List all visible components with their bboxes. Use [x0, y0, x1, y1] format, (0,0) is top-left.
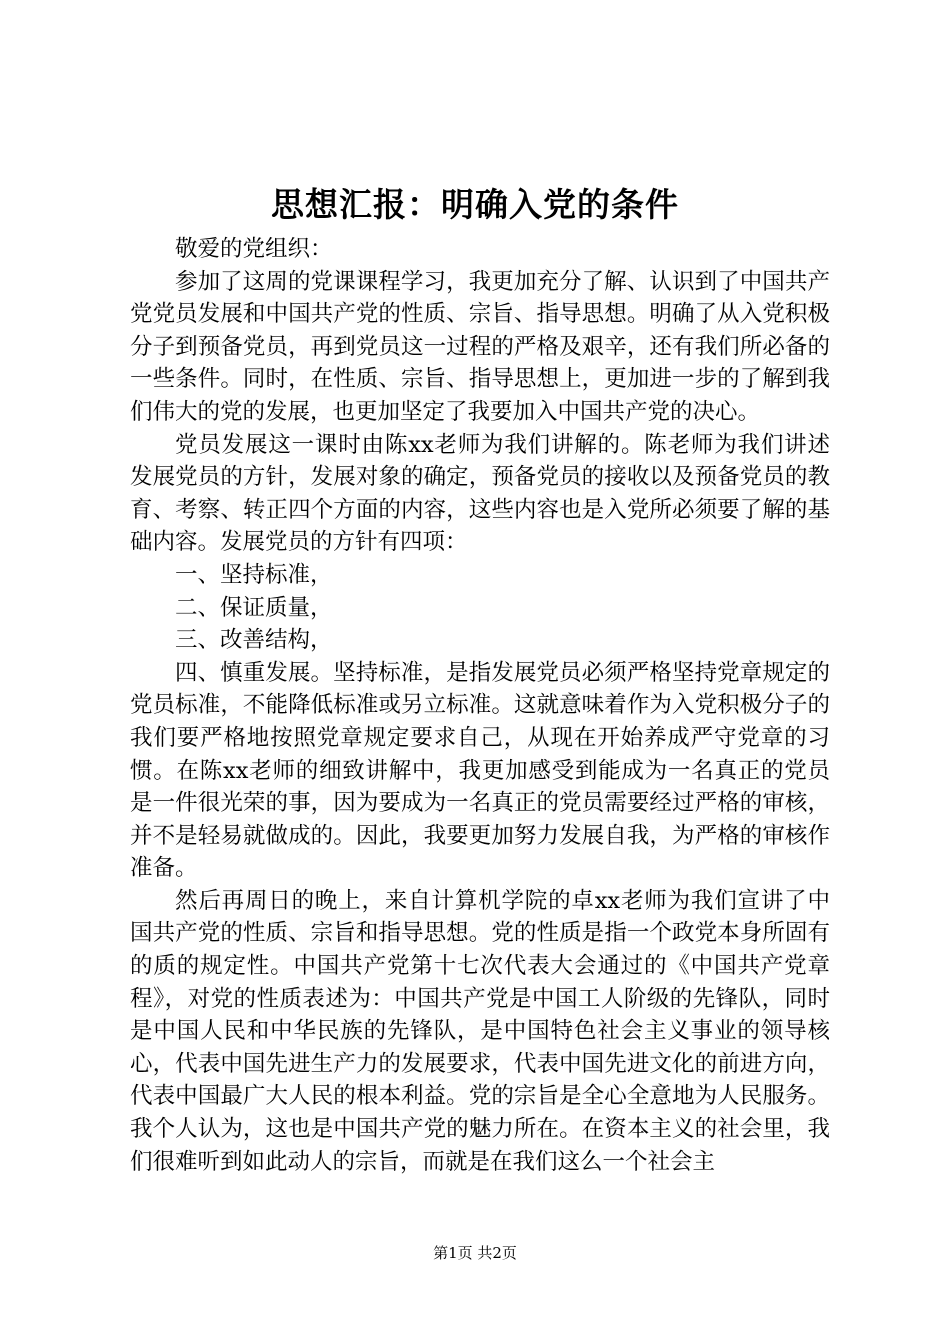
- list-item: 一、坚持标准，: [175, 561, 333, 588]
- page-footer: 第1页 共2页: [433, 1244, 517, 1262]
- paragraph: 然后再周日的晚上，来自计算机学院的卓xx老师为我们宣讲了中国共产党的性质、宗旨和指导思想。党的性质是指一个政党本身所固有的质的规定性。中国共产党第十七次代表大会通过的《中国共产党章程》，对党的性质表述为：中国共产党是中国工人阶级的先锋队，同时是中国人民和中华民族的先锋队，是中国特色社会主义事业的领导核心，代表中国先进生产力的发展要求，代表中国先进文化的前进方向，代表中国最广大人民的根本利益。党的宗旨是全心全意地为人民服务。我个人认为，这也是中国共产党的魅力所在。在资本主义的社会里，我们很难听到如此动人的宗旨，而就是在我们这么一个社会主: [130, 887, 830, 1175]
- list-item: 二、保证质量，: [175, 594, 333, 621]
- paragraph: 四、慎重发展。坚持标准，是指发展党员必须严格坚持党章规定的党员标准，不能降低标准或另立标准。这就意味着作为入党积极分子的我们要严格地按照党章规定要求自己，从现在开始养成严守党章的习惯。在陈xx老师的细致讲解中，我更加感受到能成为一名真正的党员是一件很光荣的事，因为要成为一名真正的党员需要经过严格的审核，并不是轻易就做成的。因此，我要更加努力发展自我，为严格的审核作准备。: [130, 659, 830, 882]
- page-title: 思想汇报：明确入党的条件: [271, 185, 679, 224]
- salutation: 敬爱的党组织：: [175, 236, 333, 262]
- list-item: 三、改善结构，: [175, 627, 333, 654]
- paragraph: 参加了这周的党课课程学习，我更加充分了解、认识到了中国共产党党员发展和中国共产党的性质、宗旨、指导思想。明确了从入党积极分子到预备党员，再到党员这一过程的严格及艰辛，还有我们所必备的一些条件。同时，在性质、宗旨、指导思想上，更加进一步的了解到我们伟大的党的发展，也更加坚定了我要加入中国共产党的决心。: [130, 268, 830, 425]
- document-body: [130, 233, 830, 1178]
- paragraph: 党员发展这一课时由陈xx老师为我们讲解的。陈老师为我们讲述发展党员的方针，发展对象的确定，预备党员的接收以及预备党员的教育、考察、转正四个方面的内容，这些内容也是入党所必须要了解的基础内容。发展党员的方针有四项：: [130, 431, 830, 556]
